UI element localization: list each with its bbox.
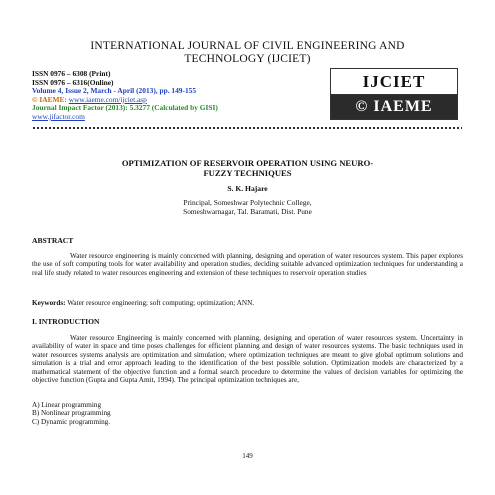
abstract-text: Water resource engineering is mainly concerned with planning, designing and operation of water resources system. This paper explores the use of soft computing tools for water availability and operation studies, deciding suitable advanced optimization techniques for understanding a real life study related to water resources engineering and extension of these techniques to reservoir operation studies [32, 252, 463, 277]
journal-title [40, 40, 455, 66]
iaeme-prefix: © IAEME: [32, 94, 69, 104]
iaeme-url-link[interactable]: www.iaeme.com/ijciet.asp [68, 94, 147, 104]
author-name: S. K. Hajare [227, 184, 268, 193]
introduction-heading: I. INTRODUCTION [32, 317, 100, 326]
technique-list [32, 401, 111, 426]
paper-title-line2: FUZZY TECHNIQUES [203, 168, 292, 178]
introduction-text: Water resource Engineering is mainly concerned with planning, designing and operation of water resources system. Uncertainty in availability of water in space and time poses challenges for efficient planning and design of water resources systems. The basic techniques used in water resources systems analysis are optimization and simulation, where optimization techniques are meant to give global optimum solutions and simulation is a trial and error approach leading to the identification of the best possible solution. Optimization models are characterized by a mathematical statement of the objective function and a formal search procedure to determine the values of decision variables for optimizing the objective function (Gupta and Gupta Amit, 1994). The principal optimization techniques are, [32, 334, 463, 385]
page-number: 149 [242, 452, 253, 460]
jifactor-url-link[interactable]: www.jifactor.com [32, 111, 85, 121]
author-affiliation [0, 198, 495, 216]
logo-top-text: IJCIET [331, 69, 457, 95]
list-item: C) Dynamic programming. [32, 417, 111, 426]
affiliation-line1: Principal, Someshwar Polytechnic College, [183, 198, 312, 207]
ijciet-logo [330, 68, 458, 120]
issn-print: ISSN 0976 – 6308 (Print) [32, 69, 111, 78]
list-item: A) Linear programming [32, 401, 102, 409]
abstract-heading: ABSTRACT [32, 236, 74, 245]
keywords-label: Keywords: [32, 299, 66, 307]
journal-title-line1: INTERNATIONAL JOURNAL OF CIVIL ENGINEERING AND [90, 40, 405, 52]
keywords-line [32, 299, 463, 307]
paper-title [70, 158, 425, 178]
journal-meta [32, 70, 332, 122]
volume-info: Volume 4, Issue 2, March - April (2013), pp. 149-155 [32, 86, 197, 96]
impact-factor: Journal Impact Factor (2013): 5.3277 (Calculated by GISI) [32, 103, 218, 113]
issn-online: ISSN 0976 – 6316(Online) [32, 77, 114, 87]
list-item: B) Nonlinear programming [32, 409, 111, 418]
journal-title-line2: TECHNOLOGY (IJCIET) [184, 53, 311, 65]
paper-title-line1: OPTIMIZATION OF RESERVOIR OPERATION USING NEURO- [121, 158, 374, 168]
dotted-divider [32, 126, 462, 130]
affiliation-line2: Someshwarnagar, Tal. Baramati, Dist. Pune [183, 207, 312, 216]
keywords-text: Water resource engineering; soft computing; optimization; ANN. [65, 299, 255, 307]
logo-bottom-text: © IAEME [331, 95, 457, 119]
